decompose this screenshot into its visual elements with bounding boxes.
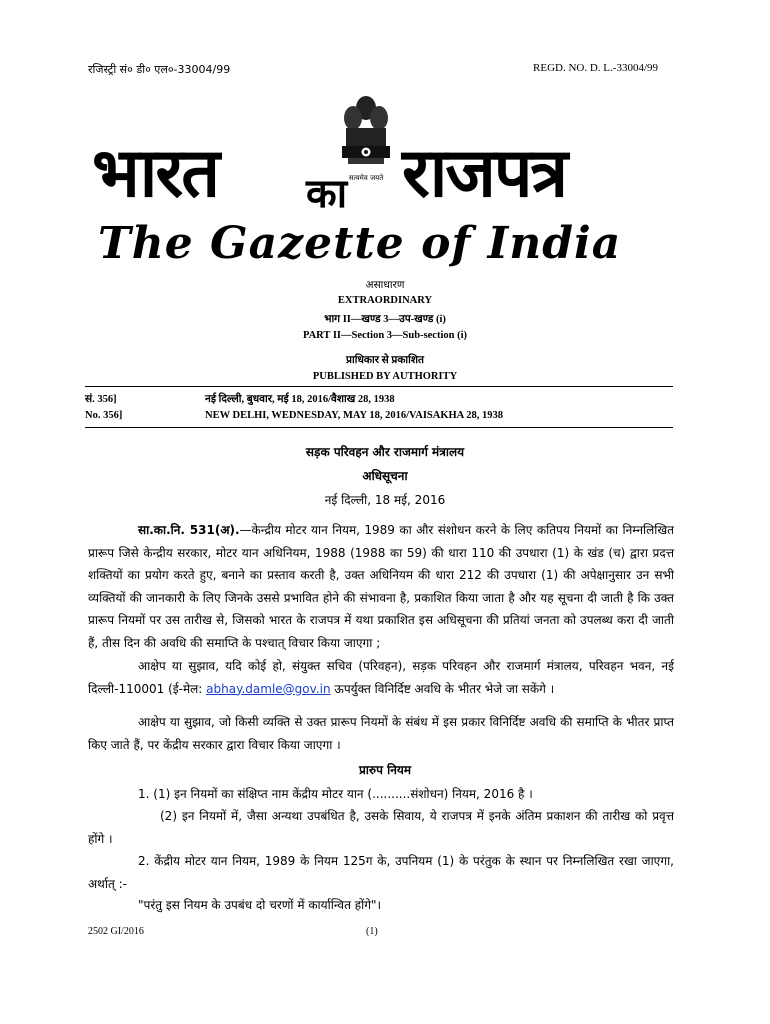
authority-hindi: प्राधिकार से प्रकाशित [346, 355, 424, 366]
ministry-heading: सड़क परिवहन और राजमार्ग मंत्रालय [305, 445, 465, 459]
extraordinary-english: EXTRAORDINARY [337, 295, 433, 306]
paragraph-2-text-b: ऊपर्युक्त विनिर्दिष्ट अवधि के भीतर भेजे जा सकेंगे । [330, 681, 555, 696]
paragraph-1-text: —केन्द्रीय मोटर यान नियम, 1989 का और संशोधन करने के लिए कतिपय नियमों का निम्नलिखित प्रारूप जिसे केन्द्रीय सरकार, मोटर यान अधिनियम, 1988 (1988 का 59) की धारा 110 की उपधारा (1) के खंड (च) द्वारा प्रदत्त शक्तियों का प्रयोग करते हुए, बनाने का प्रस्ताव करती है, उक्त अधिनियम की धारा 212 की उपधारा (1) की अपेक्षानुसार उन सभी व्यक्तियों की जानकारी के लिए जिनके उससे प्रभावित होने की संभावना है, प्रकाशित किया जाता है और यह सूचना दी जाती है कि उक्त प्रारूप नियमों पर उस तारीख से, जिसको भारत के राजपत्र में यथा प्रकाशित इस अधिसूचना की प्रतियां जनता को उपलब्ध करा दी जाती हैं, तीस दिन की अवधि की समाप्ति के पश्चात् विचार किया जाएगा ; [88, 523, 674, 650]
paragraph-2 [88, 655, 674, 700]
title-hindi-bharat: भारत [92, 134, 218, 213]
place-date: नई दिल्ली, 18 मई, 2016 [324, 493, 446, 507]
extraordinary-hindi: असाधारण [365, 280, 405, 291]
title-hindi-ka: का [306, 171, 346, 217]
gsr-label: सा.का.नि. 531(अ). [138, 523, 240, 537]
issue-date-hindi: नई दिल्ली, बुधवार, मई 18, 2016/वैशाख 28, 1938 [205, 394, 395, 405]
issue-number-english: No. 356] [85, 410, 123, 421]
part-english: PART II—Section 3—Sub-section (i) [302, 330, 468, 341]
email-link[interactable]: abhay.damle@gov.in [206, 681, 331, 696]
registration-number-hindi: रजिस्ट्री सं० डी० एल०-33004/99 [88, 63, 231, 76]
bottom-rule [85, 427, 673, 428]
lion-capital-icon [336, 94, 396, 186]
notification-heading: अधिसूचना [362, 469, 408, 483]
rule-1-2: (2) इन नियमों में, जैसा अन्यथा उपबंधित है, उसके सिवाय, ये राजपत्र में इनके अंतिम प्रकाशन की तारीख को प्रवृत्त होंगे । [88, 809, 674, 846]
proviso: "परंतु इस नियम के उपबंध दो चरणों में कार्यान्वित होंगे"। [138, 898, 382, 912]
paragraph-1 [88, 519, 674, 654]
paragraph-2-text-a: आक्षेप या सुझाव, यदि कोई हो, संयुक्त सचिव (परिवहन), सड़क परिवहन और राजमार्ग मंत्रालय, परिवहन भवन, नई दिल्ली-110001 (ई-मेल: [88, 659, 674, 696]
rule-1-1: 1. (1) इन नियमों का संक्षिप्त नाम केंद्रीय मोटर यान (..........संशोधन) नियम, 2016 है । [138, 787, 533, 801]
gazette-title-english: The Gazette of India [98, 218, 622, 269]
footer-code: 2502 GI/2016 [88, 926, 144, 937]
paragraph-3: आक्षेप या सुझाव, जो किसी व्यक्ति से उक्त प्रारूप नियमों के संबंध में इस प्रकार विनिर्दिष्ट अवधि की समाप्ति के भीतर प्राप्त किए जाते हैं, पर केंद्रीय सरकार द्वारा विचार किया जाएगा । [88, 715, 674, 752]
draft-rules-heading: प्रारुप नियम [358, 763, 411, 777]
issue-number-hindi: सं. 356] [85, 394, 117, 405]
page-number: (1) [366, 926, 378, 937]
authority-english: PUBLISHED BY AUTHORITY [312, 371, 458, 382]
registration-number-english: REGD. NO. D. L.-33004/99 [533, 62, 658, 74]
rule-2: 2. केंद्रीय मोटर यान नियम, 1989 के नियम 125ग के, उपनियम (1) के परंतुक के स्थान पर निम्नलिखित रखा जाएगा, अर्थात् :- [88, 854, 674, 891]
part-hindi: भाग II—खण्ड 3—उप-खण्ड (i) [324, 314, 446, 325]
issue-date-english: NEW DELHI, WEDNESDAY, MAY 18, 2016/VAISAKHA 28, 1938 [205, 410, 504, 421]
top-rule [85, 386, 673, 387]
national-emblem [336, 94, 396, 186]
title-hindi-rajpatra: राजपत्र [402, 134, 567, 213]
emblem-motto: सत्यमेव जयते [348, 174, 384, 182]
